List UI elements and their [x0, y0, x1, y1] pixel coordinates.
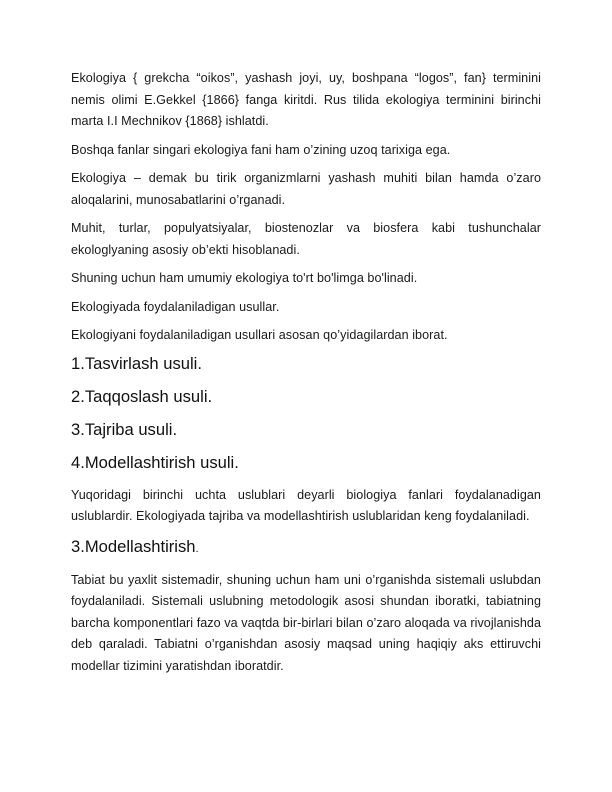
paragraph-system-approach: Tabiat bu yaxlit sistemadir, shuning uchun ham uni o’rganishda sistemali uslubdan foydalaniladi. Sistemali uslubning metodologik asosi shundan iboratki, tabiatning barcha komponentlari fazo va vaqtda bir-birlari bilan o’zaro aloqada va rivojlanishda deb qaraladi. Tabiatni o’rganishdan asosiy maqsad uning haqiqiy aks ettiruvchi modellar tizimini yaratishdan iboratdir.: [71, 572, 541, 673]
paragraph-ecology-history: Boshqa fanlar singari ekologiya fani ham o’zining uzoq tarixiga ega.: [71, 142, 451, 157]
paragraph-ecology-objects: Muhit, turlar, populyatsiyalar, biostenozlar va biosfera kabi tushunchalar ekologlyaning asosiy ob’ekti hisoblanadi.: [71, 221, 541, 257]
heading-method-4: 4.Modellashtirish usuli.: [71, 452, 239, 472]
paragraph-ecology-sections: Shuning uchun ham umumiy ekologiya to'rt bo'limga bo'linadi.: [71, 271, 418, 285]
paragraph-ecology-term-origin: Ekologiya { grekcha “oikos”, yashash joyi, uy, boshpana “logos”, fan} terminini nemis olimi E.Gekkel {1866} fanga kiritdi. Rus tilida ekologiya terminini birinchi marta I.I Mechnikov {1868} ishlatdi.: [71, 71, 541, 128]
heading-method-2: 2.Taqqoslash usuli.: [71, 386, 213, 406]
heading-modelling-period: .: [195, 542, 199, 555]
paragraph-methods-intro: Ekologiyani foydalaniladigan usullari asosan qo’yidagilardan iborat.: [71, 328, 448, 342]
paragraph-ecology-definition: Ekologiya – demak bu tirik organizmlarni yashash muhiti bilan hamda o’zaro aloqalarini, munosabatlarini o’rganadi.: [71, 171, 541, 207]
heading-modelling-main: 3.Modellashtirish: [71, 536, 196, 556]
heading-modelling-section: [71, 536, 541, 560]
heading-method-3: 3.Tajriba usuli.: [71, 419, 178, 439]
paragraph-methods-usage: Yuqoridagi birinchi uchta uslublari deyarli biologiya fanlari foydalanadigan uslublardir. Ekologiyada tajriba va modellashtirish uslublaridan keng foydalaniladi.: [71, 487, 541, 523]
heading-method-1: 1.Tasvirlash usuli.: [71, 353, 202, 373]
paragraph-methods-title: Ekologiyada foydalaniladigan usullar.: [71, 299, 280, 314]
